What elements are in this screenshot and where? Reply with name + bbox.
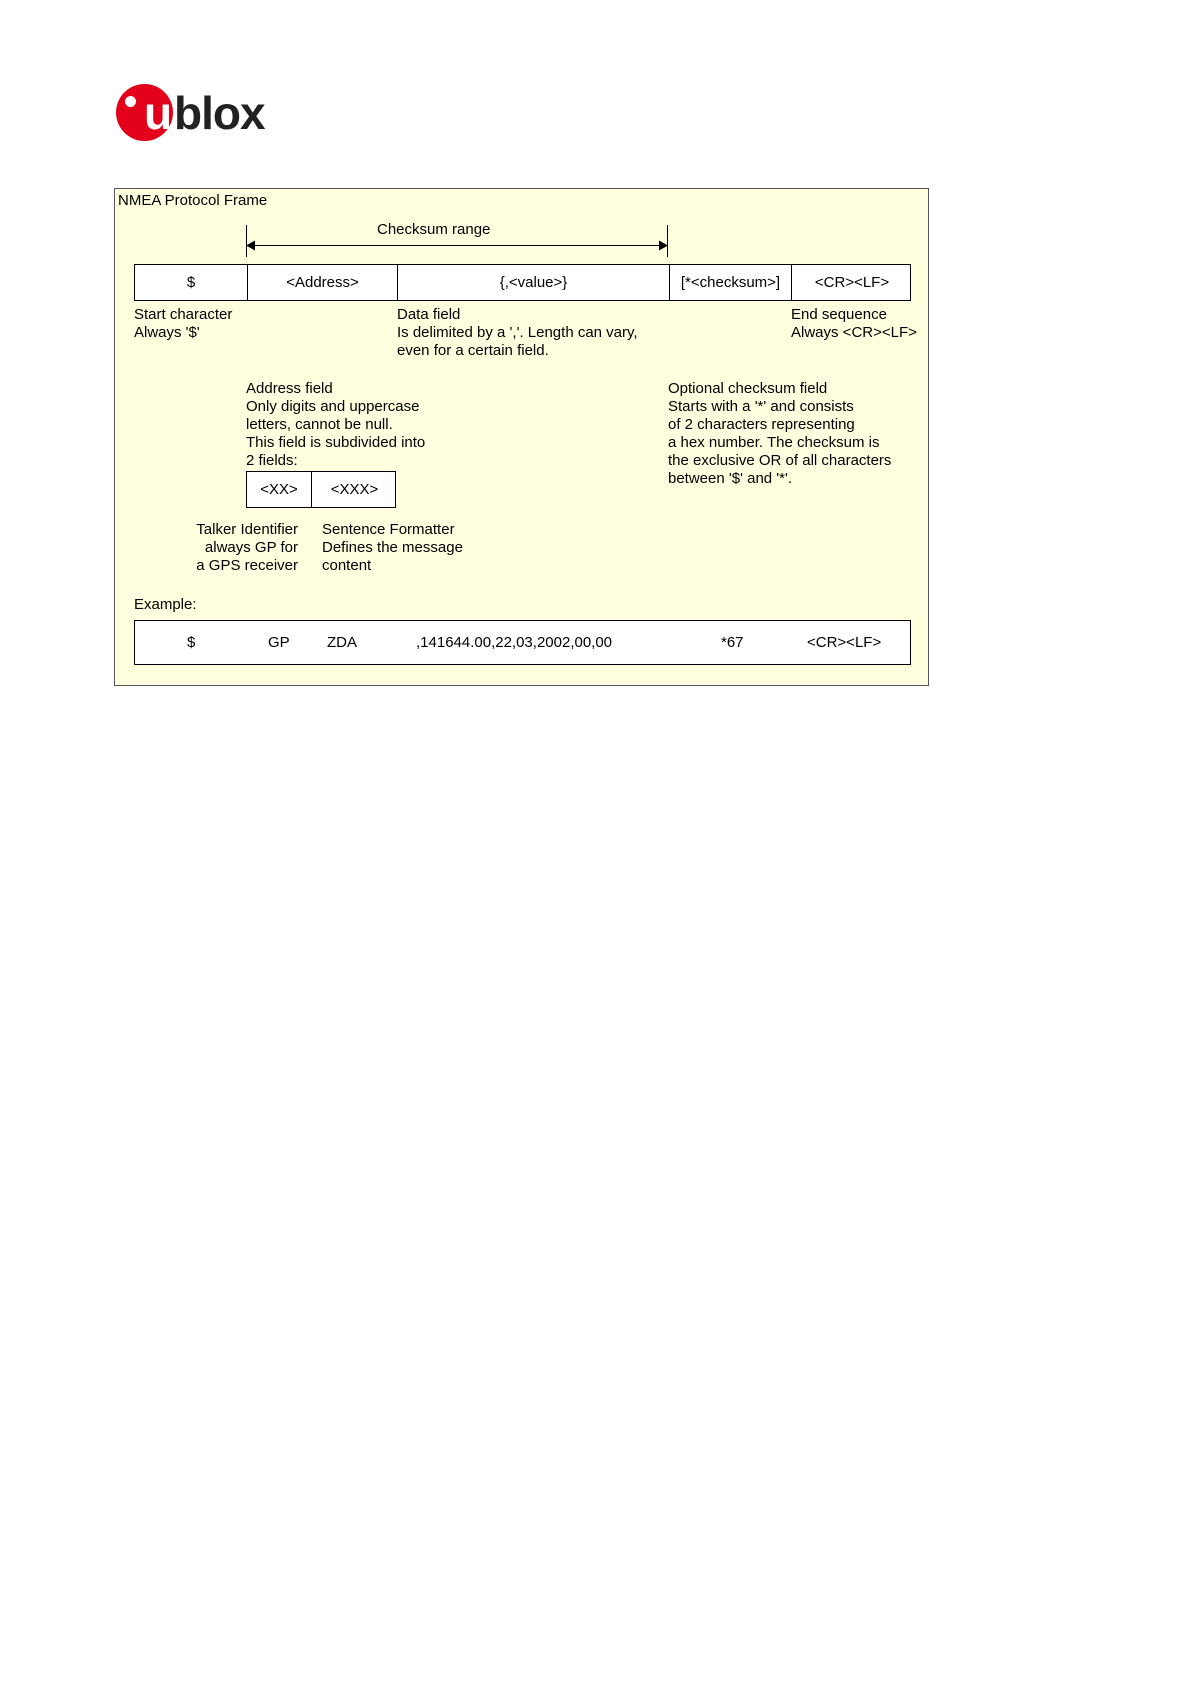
sentence-formatter-desc-1: Defines the message <box>322 539 463 556</box>
address-field-desc-3: This field is subdivided into <box>246 434 426 451</box>
cell-end: <CR><LF> <box>814 274 890 291</box>
start-character-desc: Always '$' <box>134 324 200 341</box>
address-field-desc-4: 2 fields: <box>246 452 298 469</box>
data-field-desc-2: even for a certain field. <box>397 342 549 359</box>
example-sentence-box <box>134 620 911 665</box>
example-formatter: ZDA <box>327 634 357 651</box>
data-field-title: Data field <box>397 306 461 323</box>
talker-identifier-title: Talker Identifier <box>196 521 298 538</box>
talker-identifier-desc-1: always GP for <box>204 539 298 556</box>
address-field-title: Address field <box>246 380 333 397</box>
arrow-right-head <box>659 240 668 251</box>
checksum-range-label: Checksum range <box>377 221 491 238</box>
checksum-field-title: Optional checksum field <box>668 380 828 397</box>
example-end: <CR><LF> <box>807 634 882 651</box>
subfield-talker: <XX> <box>247 472 312 507</box>
arrow-left-head <box>246 240 255 251</box>
cell-value: {,<value>} <box>398 265 670 300</box>
checksum-field-desc-1: Starts with a '*' and consists <box>668 398 854 415</box>
nmea-protocol-frame-diagram <box>114 188 929 686</box>
example-checksum: *67 <box>721 634 744 651</box>
ublox-logo <box>116 84 276 142</box>
sentence-formatter-desc-2: content <box>322 557 372 574</box>
end-sequence-desc: Always <CR><LF> <box>791 324 917 341</box>
range-arrow-line <box>247 245 667 246</box>
cell-checksum: [*<checksum>] <box>670 265 792 300</box>
checksum-field-desc-3: a hex number. The checksum is <box>668 434 880 451</box>
start-character-title: Start character <box>134 306 233 323</box>
subfield-formatter: <XXX> <box>330 481 379 498</box>
address-subfields-row <box>246 471 396 508</box>
checksum-field-desc-4: the exclusive OR of all characters <box>668 452 892 469</box>
address-field-desc-2: letters, cannot be null. <box>246 416 393 433</box>
example-start: $ <box>187 634 196 651</box>
talker-identifier-desc-2: a GPS receiver <box>196 557 298 574</box>
logo-letter-u: u <box>144 87 173 139</box>
cell-address: <Address> <box>248 265 398 300</box>
logo-wordmark: blox <box>174 87 265 139</box>
checksum-field-desc-2: of 2 characters representing <box>668 416 855 433</box>
cell-start: $ <box>135 265 248 300</box>
frame-structure-row <box>134 264 911 301</box>
checksum-field-desc-5: between '$' and '*'. <box>668 470 793 487</box>
address-field-desc-1: Only digits and uppercase <box>246 398 420 415</box>
example-data: ,141644.00,22,03,2002,00,00 <box>416 634 613 651</box>
example-talker: GP <box>268 634 290 651</box>
diagram-title: NMEA Protocol Frame <box>118 192 268 209</box>
data-field-desc-1: Is delimited by a ','. Length can vary, <box>397 324 638 341</box>
example-label: Example: <box>134 596 197 613</box>
sentence-formatter-title: Sentence Formatter <box>322 521 455 538</box>
end-sequence-title: End sequence <box>791 306 887 323</box>
